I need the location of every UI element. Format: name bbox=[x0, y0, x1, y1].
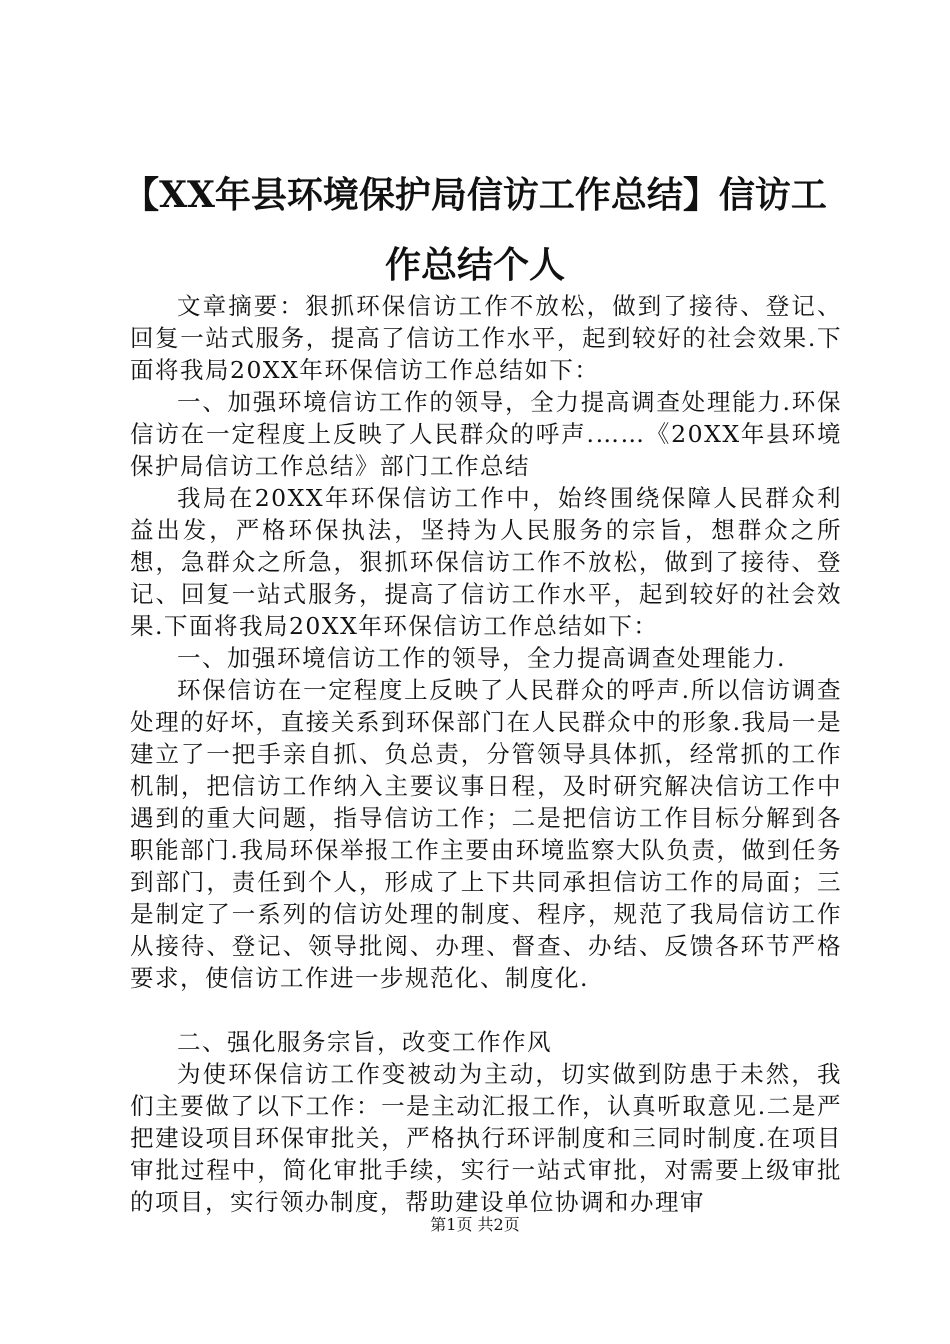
paragraph-intro: 我局在20XX年环保信访工作中，始终围绕保障人民群众利益出发，严格环保执法，坚持为人民服务的宗旨，想群众之所想，急群众之所急，狠抓环保信访工作不放松，做到了接待、登记、回复一站式服务，提高了信访工作水平，起到较好的社会效果.下面将我局20XX年环保信访工作总结如下： bbox=[130, 484, 842, 640]
paragraph-section-1: 环保信访在一定程度上反映了人民群众的呼声.所以信访调查处理的好坏，直接关系到环保部门在人民群众中的形象.我局一是建立了一把手亲自抓、负总责，分管领导具体抓，经常抓的工作机制，把信访工作纳入主要议事日程，及时研究解决信访工作中遇到的重大问题，指导信访工作；二是把信访工作目标分解到各职能部门.我局环保举报工作主要由环境监察大队负责，做到任务到部门，责任到个人，形成了上下共同承担信访工作的局面；三是制定了一系列的信访处理的制度、程序，规范了我局信访工作从接待、登记、领导批阅、办理、督查、办结、反馈各环节严格要求，使信访工作进一步规范化、制度化. bbox=[130, 676, 842, 992]
document-body bbox=[130, 290, 842, 1218]
section-heading-2: 二、强化服务宗旨，改变工作作风 bbox=[177, 1028, 552, 1056]
paragraph-section-2: 为使环保信访工作变被动为主动，切实做到防患于未然，我们主要做了以下工作：一是主动汇报工作，认真听取意见.二是严把建设项目环保审批关，严格执行环评制度和三同时制度.在项目审批过程中，简化审批手续，实行一站式审批，对需要上级审批的项目，实行领办制度，帮助建设单位协调和办理审 bbox=[130, 1060, 842, 1216]
section-heading-1: 一、加强环境信访工作的领导，全力提高调查处理能力. bbox=[177, 644, 786, 672]
paragraph-summary-heading: 一、加强环境信访工作的领导，全力提高调查处理能力.环保信访在一定程度上反映了人民群众的呼声.……《20XX年县环境保护局信访工作总结》部门工作总结 bbox=[130, 388, 842, 480]
paragraph-abstract: 文章摘要：狠抓环保信访工作不放松，做到了接待、登记、回复一站式服务，提高了信访工作水平，起到较好的社会效果.下面将我局20XX年环保信访工作总结如下： bbox=[130, 292, 842, 384]
document-title: 【XX年县环境保护局信访工作总结】信访工作总结个人 bbox=[123, 174, 827, 286]
page-number: 第1页 共2页 bbox=[430, 1215, 520, 1234]
